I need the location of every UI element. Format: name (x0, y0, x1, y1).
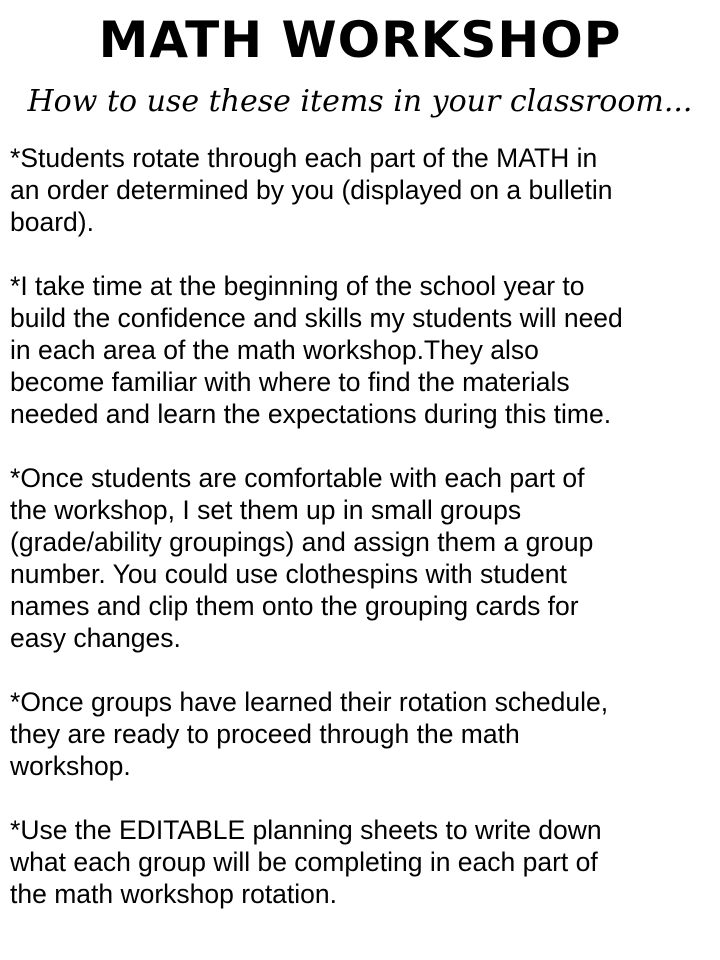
instruction-paragraph-5: *Use the EDITABLE planning sheets to write down what each group will be completing in each part of the math workshop rotation. (10, 815, 602, 909)
page-subtitle: How to use these items in your classroom... (27, 84, 693, 119)
instruction-paragraph-2: *I take time at the beginning of the school year to build the confidence and skills my students will need in each area of the math workshop.They also become familiar with where to find the materials needed and learn the expectations during this time. (10, 271, 623, 429)
instructions-body (10, 142, 710, 942)
page-title: MATH WORKSHOP (98, 11, 622, 69)
instruction-paragraph-4: *Once groups have learned their rotation schedule, they are ready to proceed through the math workshop. (10, 687, 609, 781)
instruction-paragraph-3: *Once students are comfortable with each part of the workshop, I set them up in small groups (grade/ability groupings) and assign them a group number. You could use clothespins with student names and clip them onto the grouping cards for easy changes. (10, 463, 594, 653)
instruction-paragraph-1: *Students rotate through each part of the MATH in an order determined by you (displayed on a bulletin board). (10, 143, 613, 237)
